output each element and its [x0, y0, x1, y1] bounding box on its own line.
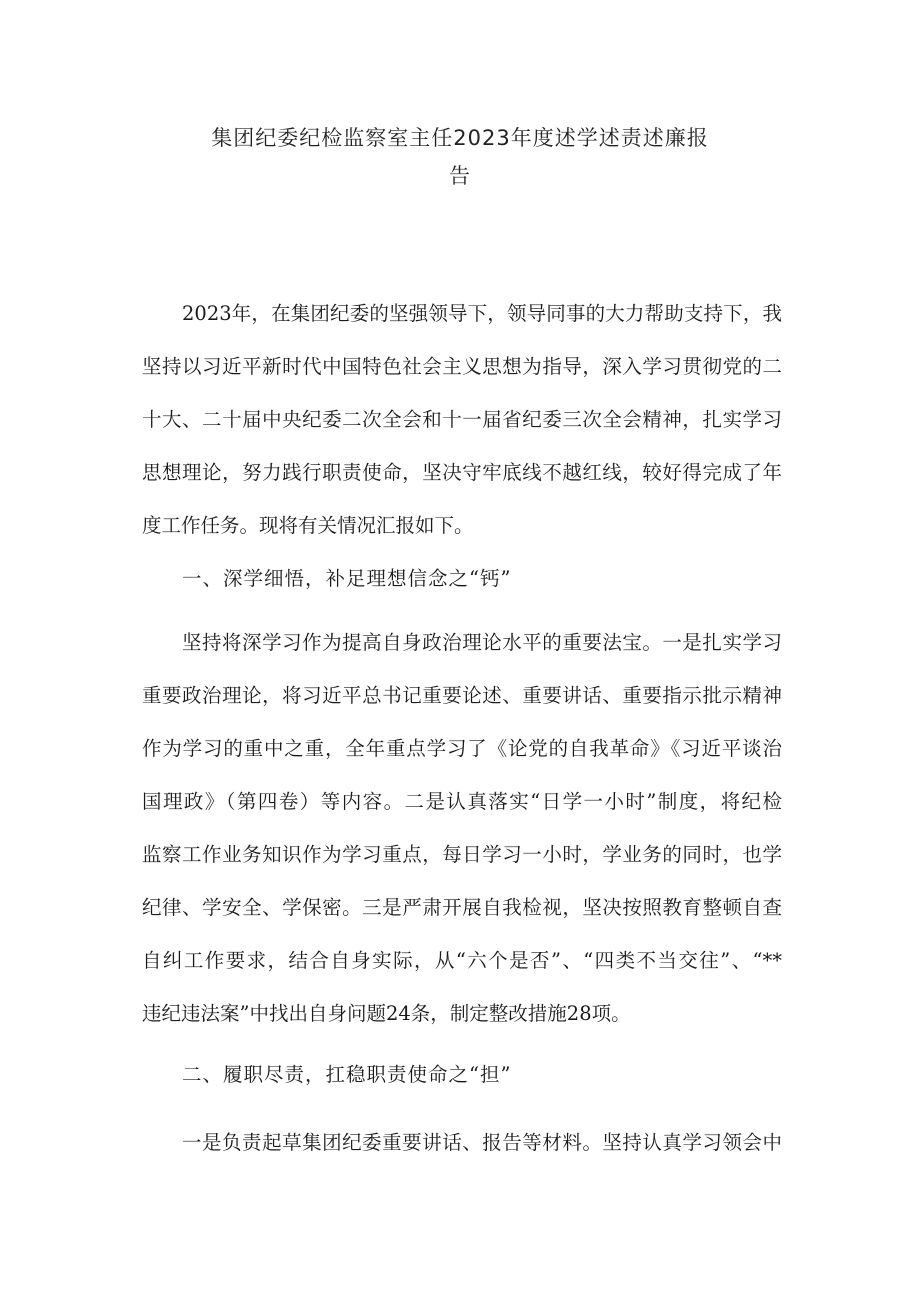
- section-heading: 二、履职尽责，扛稳职责使命之“担”: [182, 1063, 512, 1086]
- document-title-line2: 告: [449, 164, 471, 188]
- paragraph-line: 重要政治理论，将习近平总书记重要论述、重要讲话、重要指示批示精神: [142, 684, 782, 707]
- paragraph-line: 十大、二十届中央纪委二次全会和十一届省纪委三次全会精神，扎实学习: [142, 408, 782, 431]
- paragraph-line: 纪律、学安全、学保密。三是严肃开展自我检视，坚决按照教育整顿自查: [142, 896, 782, 919]
- paragraph-line: 坚持将深学习作为提高自身政治理论水平的重要法宝。一是扎实学习: [182, 631, 782, 654]
- section-heading: 一、深学细悟，补足理想信念之“钙”: [182, 567, 512, 590]
- paragraph-line: 一是负责起草集团纪委重要讲话、报告等材料。坚持认真学习领会中: [182, 1131, 782, 1154]
- paragraph-line: 国理政》（第四卷）等内容。二是认真落实“日学一小时”制度，将纪检: [142, 790, 782, 813]
- paragraph-line: 监察工作业务知识作为学习重点，每日学习一小时，学业务的同时，也学: [142, 843, 782, 866]
- paragraph-line: 思想理论，努力践行职责使命，坚决守牢底线不越红线，较好得完成了年: [142, 461, 782, 484]
- document-title-line1: 集团纪委纪检监察室主任2023年度述学述责述廉报: [211, 126, 709, 150]
- paragraph-line: 违纪违法案”中找出自身问题24条，制定整改措施28项。: [142, 1002, 631, 1025]
- paragraph-line: 作为学习的重中之重，全年重点学习了《论党的自我革命》《习近平谈治: [142, 737, 782, 760]
- paragraph-line: 自纠工作要求，结合自身实际，从“六个是否”、“四类不当交往”、“**: [142, 949, 782, 972]
- paragraph-line: 2023年，在集团纪委的坚强领导下，领导同事的大力帮助支持下，我: [182, 302, 782, 325]
- paragraph-line: 度工作任务。现将有关情况汇报如下。: [142, 514, 474, 537]
- paragraph-line: 坚持以习近平新时代中国特色社会主义思想为指导，深入学习贯彻党的二: [142, 355, 782, 378]
